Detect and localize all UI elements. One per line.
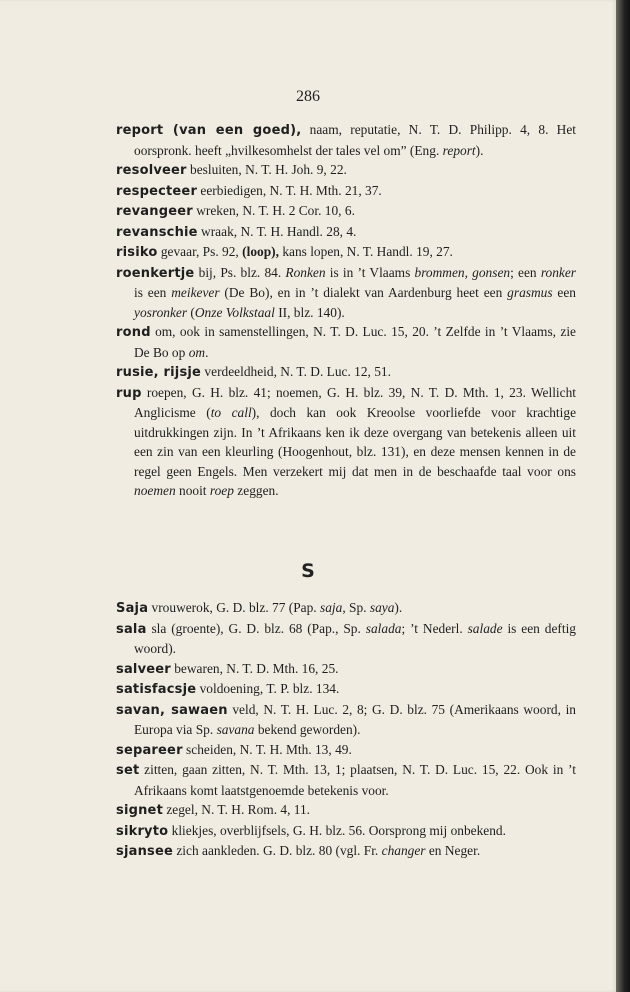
entry-headword: revanschie — [116, 224, 198, 240]
entry-text: (De Bo), en in ’t dialekt van Aardenburg heet een — [219, 285, 508, 300]
entry-text: wreken, N. T. H. 2 Cor. 10, 6. — [192, 203, 355, 218]
entry-headword: separeer — [116, 742, 183, 758]
dictionary-entry — [116, 263, 576, 323]
entry-headword: respecteer — [116, 183, 198, 199]
entry-text: bewaren, N. T. D. Mth. 16, 25. — [170, 660, 339, 676]
entry-text: vrouwerok, G. D. blz. 77 (Pap. — [148, 600, 320, 615]
dictionary-entry — [116, 760, 576, 800]
entry-headword: revangeer — [116, 204, 193, 219]
entry-headword: Saja — [116, 601, 149, 616]
entry-text: is een deftig woord). — [134, 620, 576, 656]
entry-text: roepen, G. H. blz. 41; noemen, G. H. blz. 39, N. T. D. Mth. 1, 23. Wellicht Anglicisme ( — [134, 384, 576, 420]
entry-text: is in ’t Vlaams — [325, 264, 415, 280]
entry-headword: report (van een goed), — [116, 123, 302, 138]
dictionary-entry — [116, 659, 576, 680]
dictionary-entry — [116, 322, 576, 362]
entry-text: gevaar, Ps. 92, — [157, 244, 243, 259]
entry-headword: risiko — [116, 245, 158, 260]
dictionary-entry — [116, 800, 576, 821]
entry-italic-text: grasmus — [507, 285, 553, 300]
page-edge — [616, 0, 630, 992]
entry-headword: rond — [116, 325, 151, 340]
entry-headword: salveer — [116, 661, 171, 677]
entry-text: zitten, gaan zitten, N. T. Mth. 13, 1; plaatsen, N. T. D. Luc. 15, 22. Ook in ’t Afrikaans komt laatstgenoemde betekenis voor. — [134, 762, 576, 798]
entry-text: zegel, N. T. H. Rom. 4, 11. — [163, 802, 311, 817]
entry-italic-text: noemen — [134, 483, 176, 498]
dictionary-entry — [116, 181, 576, 202]
entry-headword: sikryto — [116, 823, 169, 839]
entry-text: scheiden, N. T. H. Mth. 13, 49. — [182, 741, 352, 757]
entry-text: is een — [134, 285, 172, 300]
entry-bold-text: (loop), — [242, 244, 279, 259]
dictionary-entry — [116, 740, 576, 761]
entry-text: naam, reputatie, N. T. D. Philipp. 4, 8. Het oorspronk. heeft „hvilkesomhelst der tales vel om” (Eng. — [134, 122, 577, 158]
entry-text: kliekjes, overblijfsels, G. H. blz. 56. Oorsprong mij onbekend. — [168, 822, 506, 838]
entry-italic-text: salade — [467, 620, 503, 636]
entry-text: zich aankleden. G. D. blz. 80 (vgl. Fr. — [173, 843, 382, 858]
entries-s — [116, 598, 576, 862]
entry-italic-text: salada — [365, 620, 402, 636]
dictionary-entry — [116, 201, 576, 222]
entry-italic-text: report — [442, 142, 476, 158]
entry-italic-text: Onze Volkstaal — [194, 304, 275, 320]
entry-italic-text: roep — [209, 483, 234, 498]
entry-italic-text: Ronken — [285, 264, 326, 280]
entry-italic-text: savana — [216, 722, 255, 737]
entry-text: veld, N. T. H. Luc. 2, 8; G. D. blz. 75 (Amerikaans woord, in Europa via Sp. — [134, 701, 576, 737]
entry-text: verdeeldheid, N. T. D. Luc. 12, 51. — [201, 364, 391, 379]
dictionary-entry — [116, 619, 576, 659]
entry-headword: resolveer — [116, 163, 187, 178]
entry-text: ( — [187, 304, 195, 320]
entry-text: voldoening, T. P. blz. 134. — [196, 681, 340, 696]
section-letter: S — [301, 560, 315, 582]
entry-italic-text: saja — [320, 600, 343, 615]
entry-italic-text: meikever — [171, 285, 220, 300]
entry-text: wraak, N. T. H. Handl. 28, 4. — [197, 223, 357, 239]
entry-italic-text: changer — [381, 843, 426, 858]
entry-headword: roenkertje — [116, 265, 195, 281]
entry-italic-text: to call — [210, 405, 252, 420]
dictionary-entry — [116, 383, 576, 501]
page-number: 286 — [296, 88, 320, 105]
dictionary-entry — [116, 242, 576, 263]
dictionary-entry — [116, 700, 576, 740]
entry-text: zeggen. — [233, 483, 279, 498]
dictionary-entry — [116, 841, 576, 862]
dictionary-entry — [116, 160, 576, 181]
entry-text: eerbiedigen, N. T. H. Mth. 21, 37. — [197, 182, 382, 198]
entry-text: bij, Ps. blz. 84. — [194, 264, 286, 280]
entry-text: sla (groente), G. D. blz. 68 (Pap., Sp. — [146, 620, 366, 636]
entry-headword: savan, sawaen — [116, 702, 228, 718]
entry-text: kans lopen, N. T. Handl. 19, 27. — [278, 244, 453, 259]
entry-text: om, ook in samenstellingen, N. T. D. Luc. 15, 20. ’t Zelfde in ’t Vlaams, zie De Bo op — [134, 324, 576, 360]
entry-italic-text: yosronker — [134, 304, 188, 320]
entry-text: ; ’t Nederl. — [401, 620, 468, 636]
entry-headword: rup — [116, 385, 142, 401]
entry-text: nooit — [175, 483, 210, 498]
entries-r — [116, 120, 576, 501]
entry-italic-text: ronker — [540, 264, 577, 280]
dictionary-entry — [116, 120, 576, 160]
entry-text: en Neger. — [425, 843, 481, 858]
entry-headword: rusie, rijsje — [116, 365, 202, 380]
entry-headword: sjansee — [116, 844, 173, 859]
entry-text: besluiten, N. T. H. Joh. 9, 22. — [186, 162, 347, 177]
entry-text: ). — [475, 142, 484, 158]
entry-text: , Sp. — [342, 600, 370, 615]
dictionary-entry — [116, 679, 576, 700]
dictionary-entry — [116, 362, 576, 383]
dictionary-entry — [116, 598, 576, 619]
entry-headword: sala — [116, 621, 147, 637]
entry-italic-text: om — [188, 344, 206, 360]
entry-text: ). — [394, 600, 403, 615]
entry-headword: set — [116, 763, 140, 778]
entry-headword: signet — [116, 803, 163, 818]
entry-text: een — [552, 285, 576, 300]
entry-text: bekend geworden). — [254, 722, 361, 737]
dictionary-entry — [116, 821, 576, 842]
entry-text: ; een — [510, 264, 541, 280]
dictionary-entry — [116, 222, 576, 243]
entry-text: ), doch kan ook Kreoolse voorliefde voor krachtige uitdrukkingen zijn. In ’t Afrikaans ken ik deze overgang van betekenis alleen uit een zin van een kleurling (Hoogenhout, blz. 131), en deze mensen kennen in de regel geen Engels. Men verzekert mij dat men in de beschaafde taal voor ons — [134, 405, 577, 479]
entry-italic-text: saya — [369, 600, 395, 615]
entry-text: . — [205, 344, 209, 360]
entry-text: II, blz. 140). — [274, 304, 345, 320]
entry-headword: satisfacsje — [116, 682, 197, 697]
entry-italic-text: brommen, gonsen — [414, 264, 511, 280]
